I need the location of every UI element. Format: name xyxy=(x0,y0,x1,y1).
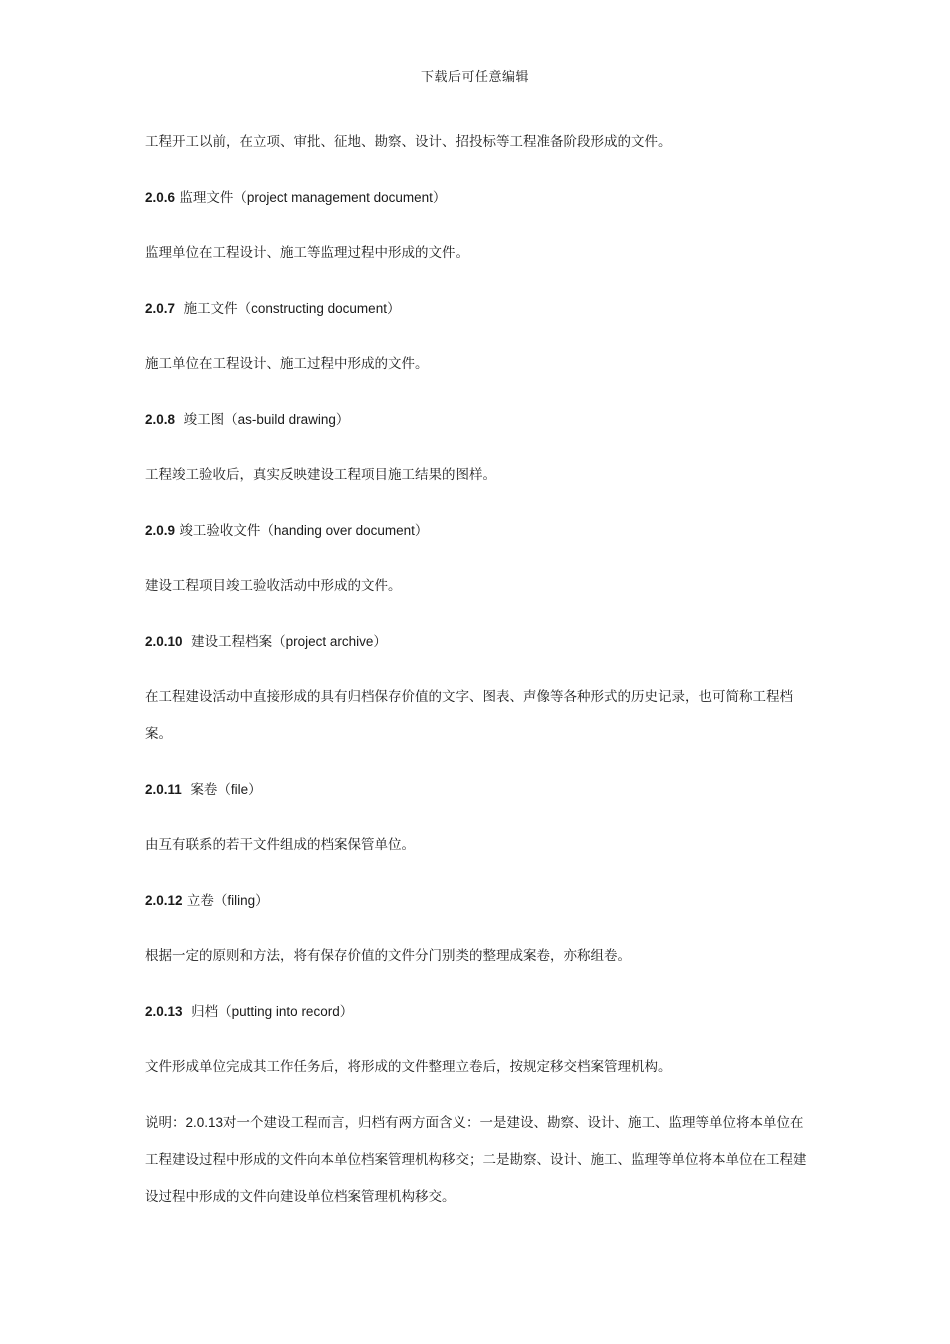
term-description: 建设工程项目竣工验收活动中形成的文件。 xyxy=(145,578,402,594)
term-title: 建设工程档案 xyxy=(191,634,273,650)
term-description: 监理单位在工程设计、施工等监理过程中形成的文件。 xyxy=(145,245,469,261)
term-english: （as-build drawing） xyxy=(224,412,350,427)
term-heading xyxy=(145,401,807,439)
term-gap xyxy=(175,412,184,428)
document-body xyxy=(145,124,807,1234)
note-text: 对一个建设工程而言，归档有两方面含义：一是建设、勘察、设计、施工、监理等单位将本单位在工程建设过程中形成的文件向本单位档案管理机构移交；二是勘察、设计、施工、监理等单位将本单位在工程建设过程中形成的文件向建设单位档案管理机构移交。 xyxy=(145,1115,807,1205)
term-heading xyxy=(145,290,807,328)
term-gap xyxy=(175,301,184,317)
page-header: 下载后可任意编辑 xyxy=(420,70,529,85)
term-title: 归档 xyxy=(191,1004,219,1020)
term-description: 根据一定的原则和方法，将有保存价值的文件分门别类的整理成案卷，亦称组卷。 xyxy=(145,948,631,964)
term-heading xyxy=(145,882,807,920)
term-heading xyxy=(145,179,807,217)
term-english: （project management document） xyxy=(233,190,447,205)
term-heading xyxy=(145,512,807,550)
term-english: （putting into record） xyxy=(218,1004,354,1019)
term-title: 立卷 xyxy=(186,893,214,909)
term-title: 监理文件 xyxy=(179,190,234,206)
intro-paragraph: 工程开工以前，在立项、审批、征地、勘察、设计、招投标等工程准备阶段形成的文件。 xyxy=(145,134,672,150)
term-english: （filing） xyxy=(213,893,269,908)
term-number: 2.0.13 xyxy=(145,1004,183,1019)
term-english: （project archive） xyxy=(272,634,387,649)
note-paragraph xyxy=(145,1104,807,1216)
term-number: 2.0.11 xyxy=(145,782,182,797)
term-number: 2.0.6 xyxy=(145,190,176,205)
term-description: 工程竣工验收后，真实反映建设工程项目施工结果的图样。 xyxy=(145,467,496,483)
term-english: （constructing document） xyxy=(237,301,401,316)
term-english: （file） xyxy=(217,782,262,797)
term-description: 施工单位在工程设计、施工过程中形成的文件。 xyxy=(145,356,429,372)
term-gap xyxy=(183,634,192,650)
term-number: 2.0.9 xyxy=(145,523,176,538)
term-description: 由互有联系的若干文件组成的档案保管单位。 xyxy=(145,837,415,853)
term-number: 2.0.8 xyxy=(145,412,176,427)
term-title: 施工文件 xyxy=(183,301,238,317)
term-heading xyxy=(145,623,807,661)
term-title: 案卷 xyxy=(190,782,218,798)
term-number: 2.0.12 xyxy=(145,893,183,908)
note-reference: 2.0.13 xyxy=(185,1115,224,1130)
term-title: 竣工验收文件 xyxy=(179,523,261,539)
term-number: 2.0.10 xyxy=(145,634,183,649)
term-gap xyxy=(183,1004,192,1020)
term-description: 文件形成单位完成其工作任务后，将形成的文件整理立卷后，按规定移交档案管理机构。 xyxy=(145,1059,672,1075)
note-prefix: 说明： xyxy=(145,1115,186,1131)
term-heading xyxy=(145,771,807,809)
term-english: （handing over document） xyxy=(260,523,429,538)
term-description: 在工程建设活动中直接形成的具有归档保存价值的文字、图表、声像等各种形式的历史记录，也可简称工程档案。 xyxy=(145,689,793,742)
term-title: 竣工图 xyxy=(183,412,225,428)
term-heading xyxy=(145,993,807,1031)
term-number: 2.0.7 xyxy=(145,301,176,316)
